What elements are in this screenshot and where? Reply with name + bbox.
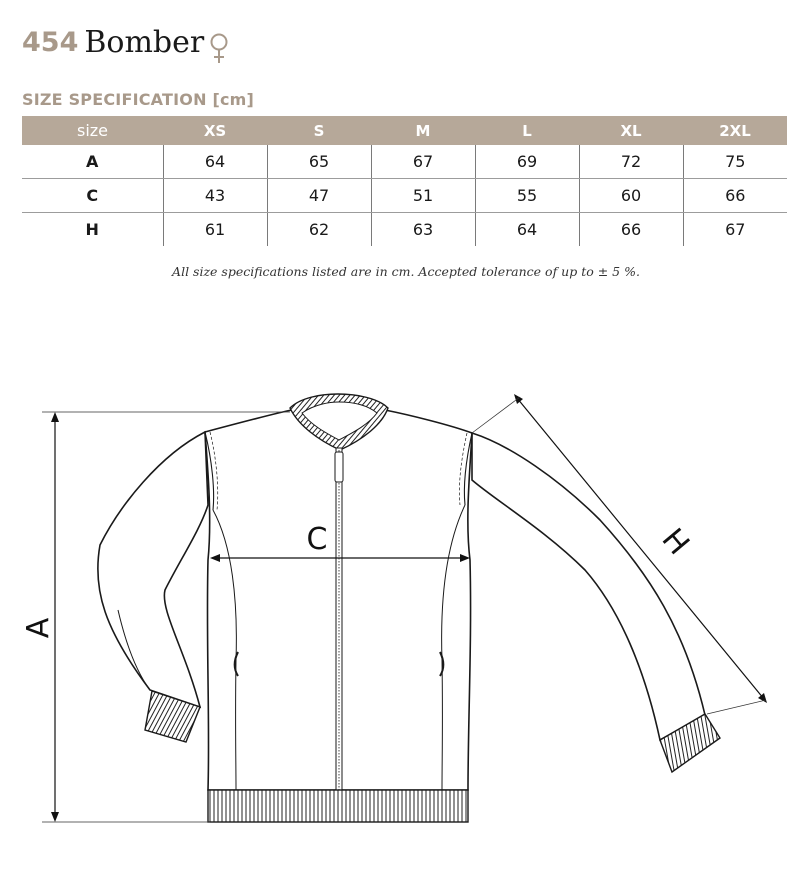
table-cell: 72 — [579, 145, 683, 179]
size-header: 2XL — [683, 116, 787, 145]
table-cell: 60 — [579, 179, 683, 213]
product-name: Bomber — [84, 25, 205, 60]
spec-heading: SIZE SPECIFICATION [cm] — [22, 90, 255, 109]
table-cell: 43 — [163, 179, 267, 213]
table-cell: 66 — [683, 179, 787, 213]
size-header-label: size — [22, 116, 163, 145]
table-cell: 47 — [267, 179, 371, 213]
table-cell: 64 — [475, 213, 579, 247]
table-cell: 61 — [163, 213, 267, 247]
table-cell: 69 — [475, 145, 579, 179]
table-cell: 66 — [579, 213, 683, 247]
table-cell: 67 — [371, 145, 475, 179]
tolerance-note: All size specifications listed are in cm. Accepted tolerance of up to ± 5 %. — [172, 264, 640, 279]
table-cell: 75 — [683, 145, 787, 179]
row-label: A — [22, 145, 163, 179]
table-cell: 55 — [475, 179, 579, 213]
row-label: H — [85, 220, 99, 239]
zipper — [336, 448, 342, 792]
measure-label-a: A — [21, 617, 56, 639]
product-code: 454 — [22, 27, 79, 58]
size-header: L — [475, 116, 579, 145]
table-cell: 65 — [267, 145, 371, 179]
right-sleeve — [472, 433, 705, 740]
size-header: XS — [163, 116, 267, 145]
waistband-rib — [208, 790, 468, 822]
measure-label-h: H — [654, 522, 696, 562]
zipper-pull — [335, 452, 343, 482]
table-cell: 63 — [371, 213, 475, 247]
table-cell: 51 — [371, 179, 475, 213]
table-cell: 64 — [163, 145, 267, 179]
table-cell: 67 — [683, 213, 787, 247]
size-header: XL — [579, 116, 683, 145]
row-label: C — [22, 179, 163, 213]
size-header: M — [371, 116, 475, 145]
table-cell: 62 — [267, 213, 371, 247]
size-header: S — [267, 116, 371, 145]
measure-label-c: C — [306, 522, 328, 557]
left-sleeve — [98, 432, 208, 707]
